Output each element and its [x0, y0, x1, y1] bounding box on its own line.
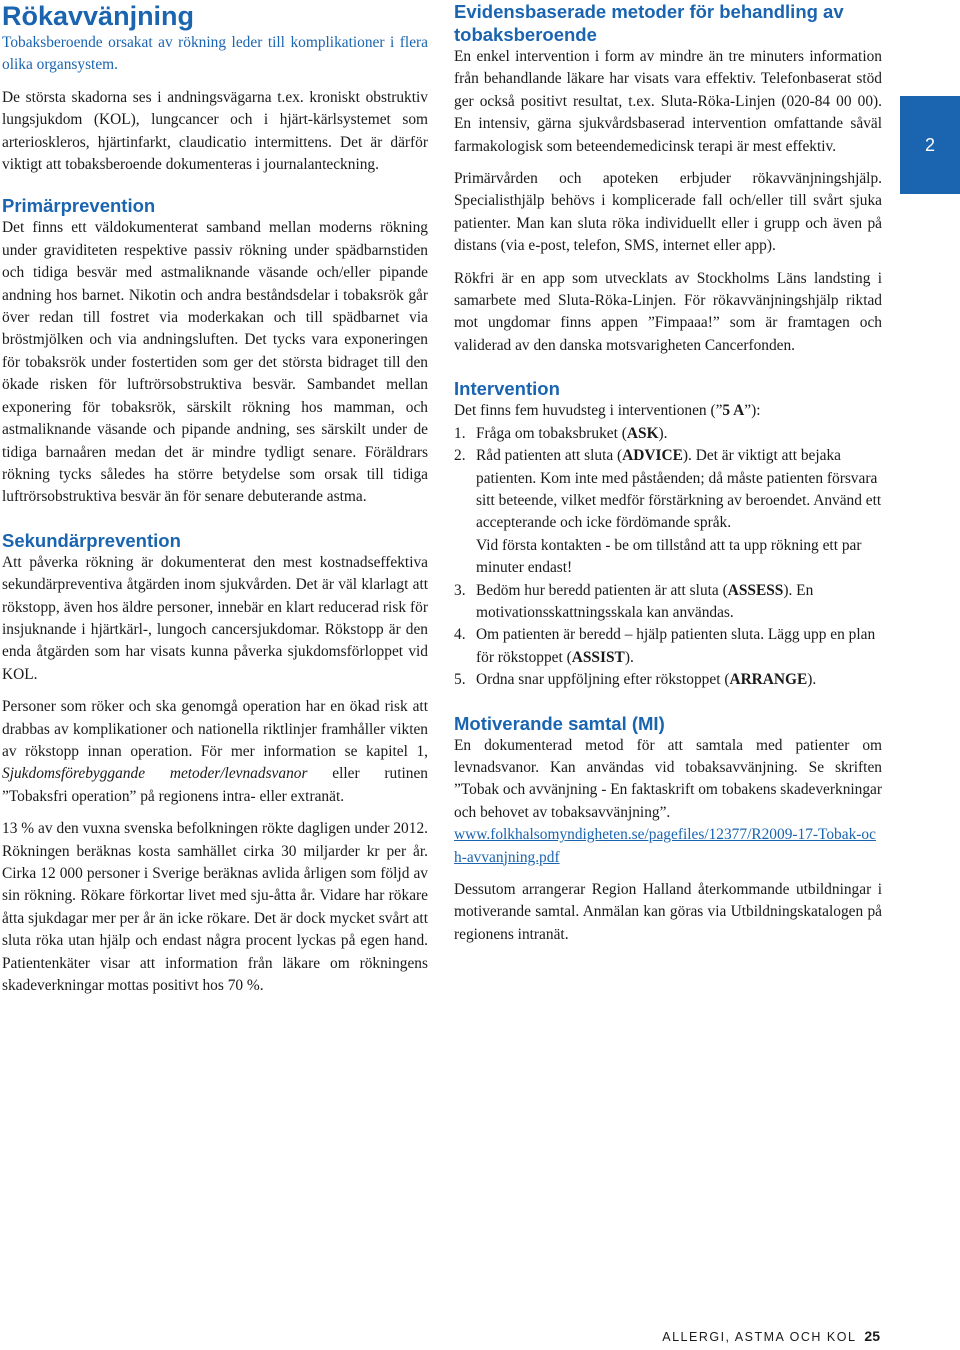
intervention-lead: [454, 400, 882, 422]
step-text-post: ).: [658, 424, 668, 442]
step-number: 5.: [454, 671, 466, 689]
footer-section-title: ALLERGI, ASTMA OCH KOL: [662, 1330, 857, 1344]
intervention-lead-5a: 5 A: [722, 402, 745, 420]
intro-paragraph: Tobaksberoende orsakat av rökning leder till komplikationer i flera olika organsystem.: [2, 34, 428, 74]
list-item: [454, 423, 882, 445]
step-keyword: ASSIST: [571, 648, 625, 666]
evidence-body-3: Rökfri är en app som utvecklats av Stockholms Läns landsting i samarbete med Sluta-Röka-Linjen. För rökavvänjningshjälp riktad mot ungdomar finns appen ”Fimpaaa!” som är framtagen och validerad av den danska motsvarigheten Cancerfonden.: [454, 269, 882, 354]
step-text-post: ).: [624, 648, 634, 666]
chapter-tab: [900, 96, 960, 194]
step-keyword: ASSESS: [727, 581, 784, 599]
list-item: [454, 445, 882, 579]
damage-paragraph: De största skadorna ses i andningsvägarna t.ex. kroniskt obstruktiv lungsjukdom (KOL), lungcancer och i hjärt-kärlsystemet som arterioskleros, hjärtinfarkt, claudicatio intermittens. Det är därför viktigt att tobaksberoende dokumenteras i journalanteckning.: [2, 88, 428, 174]
intervention-lead-post: ”):: [744, 402, 761, 420]
right-column: [454, 0, 882, 946]
statistics-paragraph: 13 % av den vuxna svenska befolkningen rökte dagligen under 2012. Rökningen beräknas kosta samhället cirka 30 miljarder kr per år. Cirka 12 000 personer i Sverige beräknas avlida årligen som följd av sin rökning. Rökare förkortar livet med sju-åtta år. Vidare har rökare åtta sjukdagar mer per år än icke rökare. Det är dock mycket svårt att sluta röka utan hjälp och endast några procent lyckas på egen hand. Patientenkäter visar att information från läkare om rökningens skadeverkningar mottas positivt hos 70 %.: [2, 820, 428, 995]
step-text: Råd patienten att sluta (: [476, 447, 623, 465]
step-number: 1.: [454, 424, 466, 442]
intervention-heading: Intervention: [454, 378, 560, 400]
list-item: [454, 580, 882, 625]
mi-body: En dokumenterad metod för att samtala med patienter om levnadsvanor. Kan användas vid tobaksavvänjning. Se skriften ”Tobak och avvänjning - En faktaskrift om tobakens skadeverkningar och behovet av tobaksavvänjning”.: [454, 736, 883, 821]
step-text: Ordna snar uppföljning efter rökstoppet (: [476, 671, 730, 689]
evidence-body-1: En enkel intervention i form av mindre än tre minuters information från behandlande läkare har visats vara effektiv. Telefonbaserat stöd ger också positivt resultat, t.ex. Sluta-Röka-Linjen (020-84 00 00). En intensiv, gärna sjukvårdsbaserad intervention omfattande såväl farmakologisk som beteendemedicinsk terapi är mest effektiv.: [454, 48, 882, 155]
mi-heading: Motiverande samtal (MI): [454, 712, 665, 734]
surgery-text-post: eller rutinen ”Tobaksfri operation” på regionens intra- eller extranät.: [2, 765, 428, 805]
primary-prevention-heading: Primärprevention: [2, 195, 156, 217]
evidence-body-2: Primärvården och apoteken erbjuder rökavvänjningshjälp. Specialisthjälp behövs i komplicerade fall och/eller till svårt sjuka patienter. Man kan sluta röka individuellt eller i grupp och även på distans (via e-post, telefon, SMS, internet eller app).: [454, 170, 882, 255]
page-title: Rökavvänjning: [2, 1, 195, 31]
step-keyword: ARRANGE: [729, 671, 808, 689]
step-number: 3.: [454, 581, 466, 599]
step-text: Om patienten är beredd – hjälp patienten sluta. Lägg upp en plan för rökstoppet (: [476, 626, 876, 666]
folkhalsomyndigheten-link[interactable]: www.folkhalsomyndigheten.se/pagefiles/12377/R2009-17-Tobak-och-avvanjning.pdf: [454, 826, 876, 866]
chapter-number: 2: [924, 134, 935, 155]
primary-prevention-body: Det finns ett väldokumenterat samband mellan moderns rökning under graviditeten respektive passiv rökning under spädbarnstiden och tidiga besvär med astmaliknande väsande och/eller pipande andning hos barnet. Nikotin och andra beståndsdelar i tobaksrök går över redan till fostret via moderkakan och till spädbarnet via bröstmjölken och via andningsluften. Det tycks vara exponeringen för tobaksrök under fostertiden som ger det största bidraget till den ökade risken för luftrörsobstruktiva besvär. Sambandet mellan exponering för tobaksrök, särskilt rökning hos mamman, och astmaliknande väsande och pipande andning, ses särskilt under de tidiga barnaåren medan det är mindre tydligt senare. Föräldrars rökning tycks således ha större betydelse som orsak till tidiga luftrörsobstruktiva besvär än för senare debuterande astma.: [2, 219, 428, 506]
intervention-steps-list: [454, 423, 882, 692]
step-number: 2.: [454, 447, 466, 465]
step-text: Bedöm hur beredd patienten är att sluta (: [476, 581, 728, 599]
step-keyword: ASK: [626, 424, 659, 442]
surgery-paragraph: [2, 696, 428, 808]
surgery-text-pre: Personer som röker och ska genomgå operation har en ökad risk att drabbas av komplikationer och nationella riktlinjer framhåller vikten av rökstopp innan operation. För mer information se kapitel 1,: [2, 698, 428, 760]
evidence-heading: Evidensbaserade metoder för behandling av tobaksberoende: [454, 1, 844, 45]
surgery-chapter-ref: Sjukdomsförebyggande metoder/levnadsvanor: [2, 765, 308, 783]
page-number: 25: [864, 1328, 880, 1344]
step-text-post: ). En motivationsskattningsskala kan användas.: [476, 581, 814, 621]
mi-link-paragraph: [454, 824, 882, 869]
list-item: [454, 624, 882, 669]
left-column: [2, 0, 428, 997]
mi-body-2: Dessutom arrangerar Region Halland återkommande utbildningar i motiverande samtal. Anmälan kan göras via Utbildningskatalogen på regionens intranät.: [454, 881, 882, 943]
page-footer: [560, 1328, 880, 1344]
list-item: [454, 669, 882, 691]
secondary-prevention-body: Att påverka rökning är dokumenterat den mest kostnadseffektiva sekundärpreventiva åtgärden inom sjukvården. Det är väl klarlagt att rökstopp, även hos äldre personer, innebär en klart reducerad risk för insjuknande i hjärtkärl-, lungoch cancersjukdomar. Rökstopp är den enda åtgärden som har visats kunna påverka sjukdomsförloppet vid KOL.: [2, 553, 428, 683]
step-text-post: ). Det är viktigt att bejaka patienten. Kom inte med påståenden; då måste patienten försvara sitt beteende, vilket medför förstärkning av beroendet. Använd ett accepterande och icke fördömande språk.: [476, 447, 882, 532]
intervention-lead-pre: Det finns fem huvudsteg i interventionen (”: [454, 402, 723, 420]
step-keyword: ADVICE: [622, 447, 683, 465]
step-text: Fråga om tobaksbruket (: [476, 424, 627, 442]
step-number: 4.: [454, 626, 466, 644]
step-extra-note: Vid första kontakten - be om tillstånd att ta upp rökning ett par minuter endast!: [476, 536, 862, 577]
secondary-prevention-heading: Sekundärprevention: [2, 529, 181, 551]
step-text-post: ).: [807, 671, 817, 689]
